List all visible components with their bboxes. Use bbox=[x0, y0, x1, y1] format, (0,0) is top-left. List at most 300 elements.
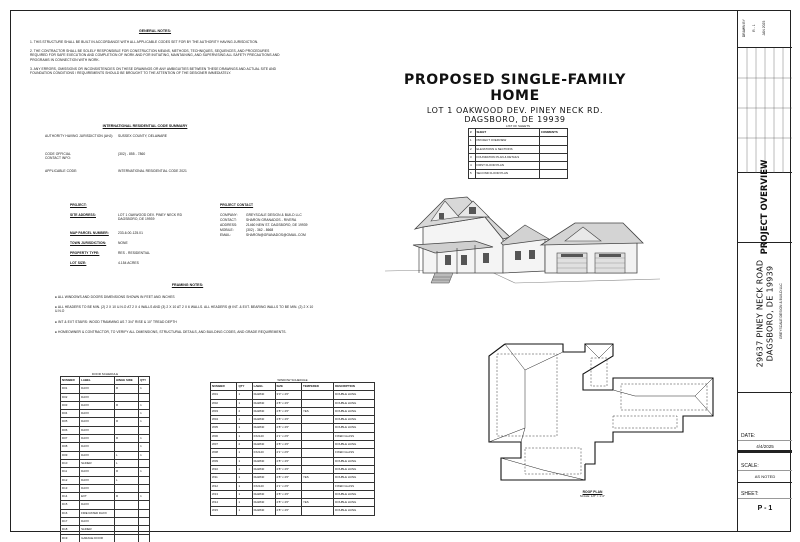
house-rendering bbox=[375, 187, 665, 297]
sheet-field bbox=[738, 490, 792, 518]
table-cell bbox=[301, 490, 333, 498]
table-cell: 2'1" x 2'0" bbox=[275, 432, 301, 440]
table-cell: DH2840 bbox=[252, 416, 275, 424]
contact-label-contact: CONTACT: bbox=[220, 218, 237, 222]
table-cell bbox=[301, 391, 333, 399]
scale-value: AS NOTED bbox=[738, 471, 792, 483]
table-cell bbox=[115, 526, 139, 534]
project-value-lot-size: 4.154 ACRES bbox=[118, 261, 139, 265]
project-value-town: NONE bbox=[118, 241, 128, 245]
table-cell: D05 bbox=[61, 418, 80, 426]
table-cell: 1 bbox=[139, 443, 150, 451]
drawn-by-label: DRAWN BY bbox=[741, 19, 746, 38]
table-cell bbox=[301, 507, 333, 515]
window-schedule-table bbox=[210, 382, 375, 516]
table-cell: DAXX bbox=[80, 410, 115, 418]
door-row bbox=[61, 385, 150, 393]
table-cell: W04 bbox=[211, 416, 237, 424]
project-label-lot-size: LOT SIZE: bbox=[70, 261, 87, 265]
framing-note-3: ● INT & EXT STAIRS: WOOD TRAMMING AS 7 3/4" RISE & 10" TREAD DEPTH bbox=[55, 319, 177, 324]
door-schedule-heading: DOOR SCHEDULE bbox=[91, 372, 119, 376]
window-row bbox=[211, 416, 375, 424]
table-cell bbox=[539, 137, 567, 145]
sheet-index bbox=[468, 124, 568, 179]
table-cell bbox=[301, 482, 333, 490]
code-label-applicable: APPLICABLE CODE: bbox=[45, 169, 78, 173]
table-cell: 1 bbox=[237, 424, 252, 432]
table-cell: DOUBLE HUNG bbox=[334, 416, 375, 424]
title-address-line1: LOT 1 OAKWOOD DEV. PINEY NECK RD. bbox=[426, 106, 604, 115]
project-heading: PROJECT: bbox=[70, 203, 87, 207]
table-cell bbox=[301, 424, 333, 432]
table-cell bbox=[539, 153, 567, 161]
table-cell bbox=[139, 526, 150, 534]
table-cell: FX2120 bbox=[252, 482, 275, 490]
sheet-index-table bbox=[468, 128, 568, 179]
table-cell: DAXX bbox=[80, 401, 115, 409]
column-header: # bbox=[469, 129, 476, 137]
column-header: SIZE bbox=[275, 383, 301, 391]
table-cell bbox=[301, 432, 333, 440]
table-cell: 2'8" x 4'0" bbox=[275, 424, 301, 432]
table-cell: 1 bbox=[237, 449, 252, 457]
table-cell: D11 bbox=[61, 468, 80, 476]
table-cell: 1 bbox=[237, 482, 252, 490]
table-cell: SLIDER bbox=[80, 526, 115, 534]
roof-plan-scale: SCALE: 1/8" = 1'-0" bbox=[579, 494, 606, 499]
door-row bbox=[61, 410, 150, 418]
contact-value-company: GREYSCALE DESIGN & BUILD LLC bbox=[246, 213, 302, 217]
code-summary bbox=[45, 124, 245, 173]
table-cell bbox=[139, 484, 150, 492]
table-cell: DAXX bbox=[80, 451, 115, 459]
table-cell: 1 bbox=[139, 435, 150, 443]
table-cell: DH2840 bbox=[252, 407, 275, 415]
table-cell: DAXX bbox=[80, 385, 115, 393]
door-row bbox=[61, 459, 150, 467]
table-cell: YES bbox=[301, 407, 333, 415]
table-cell: DAXX bbox=[80, 393, 115, 401]
door-row bbox=[61, 518, 150, 526]
table-cell: 2'8" x 4'0" bbox=[275, 474, 301, 482]
table-cell: SLIDER bbox=[80, 459, 115, 467]
general-note-2: 2. THE CONTRACTOR SHALL BE SOLELY RESPONSIBLE FOR CONSTRUCTION MEANS, METHODS, TECHNIQUES, SEQUENCES, AND PROCEDURES REQUIRED FOR SAFE EXECUTION AND COMPLETION OF WORK AND FOR INITIATING, MAINTAINING, AND SUPERVISING ALL SAFETY PRECAUTIONS AND PROGRAMS IN CONNECTION WITH WORK. bbox=[30, 49, 280, 62]
table-cell: DH2840 bbox=[252, 465, 275, 473]
table-cell bbox=[301, 457, 333, 465]
table-cell: R bbox=[115, 401, 139, 409]
sheet-index-row bbox=[469, 145, 568, 153]
window-row bbox=[211, 407, 375, 415]
table-cell: R bbox=[115, 493, 139, 501]
table-cell: 1 bbox=[237, 465, 252, 473]
table-cell bbox=[139, 534, 150, 542]
table-cell: D12 bbox=[61, 476, 80, 484]
code-summary-heading: INTERNATIONAL RESIDENTIAL CODE SUMMARY bbox=[102, 124, 188, 128]
table-cell: DAXX bbox=[80, 476, 115, 484]
door-row bbox=[61, 435, 150, 443]
table-cell: W02 bbox=[211, 399, 237, 407]
table-cell: DOUBLE HUNG bbox=[334, 399, 375, 407]
column-header: QTY bbox=[237, 383, 252, 391]
table-cell: 1 bbox=[237, 391, 252, 399]
column-header: TEMPERED bbox=[301, 383, 333, 391]
door-row bbox=[61, 509, 150, 517]
window-row bbox=[211, 391, 375, 399]
project-value-type: RES - RESIDENTIAL bbox=[118, 251, 151, 255]
table-cell bbox=[301, 441, 333, 449]
table-cell: PROJECT OVERVIEW bbox=[475, 137, 539, 145]
table-cell: 1 bbox=[237, 474, 252, 482]
table-cell: D19 bbox=[61, 534, 80, 542]
general-notes-heading: GENERAL NOTES: bbox=[138, 29, 172, 33]
contact-label-address: ADDRESS: bbox=[220, 223, 238, 227]
table-cell: W08 bbox=[211, 449, 237, 457]
window-row bbox=[211, 449, 375, 457]
address-box bbox=[738, 243, 792, 393]
table-cell: 3 bbox=[469, 153, 476, 161]
window-row bbox=[211, 465, 375, 473]
table-cell: DOUBLE HUNG bbox=[334, 507, 375, 515]
table-cell: DOUBLE HUNG bbox=[334, 424, 375, 432]
sheet-number: P - 1 bbox=[757, 505, 773, 512]
table-cell bbox=[301, 416, 333, 424]
column-header: LABEL bbox=[80, 377, 115, 385]
table-cell: 2'8" x 4'0" bbox=[275, 441, 301, 449]
sheet-index-row bbox=[469, 137, 568, 145]
project-label-town: TOWN JURISDICTION: bbox=[70, 241, 107, 245]
table-cell bbox=[115, 484, 139, 492]
column-header: NUMBER bbox=[211, 383, 237, 391]
table-cell: D15 bbox=[61, 501, 80, 509]
window-row bbox=[211, 399, 375, 407]
table-cell: 1 bbox=[139, 401, 150, 409]
table-cell: EXT bbox=[80, 493, 115, 501]
project-label-address: SITE ADDRESS: bbox=[70, 213, 96, 217]
table-cell: 1 bbox=[237, 432, 252, 440]
window-schedule bbox=[210, 378, 375, 516]
scale-label: SCALE: bbox=[738, 462, 792, 471]
column-header: HINGE SIDE bbox=[115, 377, 139, 385]
table-cell: 3'0" x 4'0" bbox=[275, 391, 301, 399]
table-cell: 1 bbox=[139, 385, 150, 393]
table-cell bbox=[115, 501, 139, 509]
table-cell: DOUBLE HUNG bbox=[334, 490, 375, 498]
table-cell: 1 bbox=[237, 499, 252, 507]
door-row bbox=[61, 493, 150, 501]
table-cell: FX2120 bbox=[252, 449, 275, 457]
table-cell: 1 bbox=[139, 418, 150, 426]
door-row-header bbox=[61, 377, 150, 385]
title-address-line2: DAGSBORO, DE 19939 bbox=[464, 115, 566, 124]
window-row bbox=[211, 507, 375, 515]
window-row bbox=[211, 499, 375, 507]
table-cell: D08 bbox=[61, 443, 80, 451]
table-cell: FIXED GLASS bbox=[334, 482, 375, 490]
window-schedule-heading: WINDOW SCHEDULE bbox=[277, 378, 308, 382]
table-cell: DH2840 bbox=[252, 457, 275, 465]
project-value-address: LOT 1 OAKWOOD DEV. PINEY NECK RD DAGSBORO, DE 19939 bbox=[118, 213, 183, 222]
contact-label-email: EMAIL: bbox=[220, 233, 232, 237]
date-field bbox=[738, 432, 792, 453]
table-cell: L bbox=[115, 459, 139, 467]
table-cell: DOUBLE HUNG bbox=[334, 474, 375, 482]
code-value-applicable: INTERNATIONAL RESIDENTIAL CODE 2021 bbox=[118, 169, 187, 173]
project-label-parcel: MAP PARCEL NUMBER: bbox=[70, 231, 109, 235]
table-cell bbox=[115, 509, 139, 517]
door-row bbox=[61, 534, 150, 542]
door-row bbox=[61, 426, 150, 434]
table-cell bbox=[301, 465, 333, 473]
door-row bbox=[61, 418, 150, 426]
table-cell: L bbox=[115, 451, 139, 459]
table-cell: DOUBLE HUNG bbox=[334, 441, 375, 449]
project-value-parcel: 233-6.00-125.01 bbox=[118, 231, 143, 235]
sheet-index-row-header bbox=[469, 129, 568, 137]
table-cell: DAXX bbox=[80, 435, 115, 443]
table-cell: SECOND FLOOR PLAN bbox=[475, 170, 539, 178]
door-row bbox=[61, 476, 150, 484]
table-cell bbox=[139, 501, 150, 509]
door-row bbox=[61, 451, 150, 459]
table-cell: DAXX bbox=[80, 418, 115, 426]
table-cell: D03 bbox=[61, 401, 80, 409]
project-label-type: PROPERTY TYPE: bbox=[70, 251, 100, 255]
table-cell: DH2840 bbox=[252, 490, 275, 498]
table-cell: DAXX bbox=[80, 426, 115, 434]
framing-note-2: ● ALL HEADERS TO BE MIN. (2) 2 X 10 U.N.O AT 2 X 4 WALLS AND (3) 2 X 10 AT 2 X 6 WALLS. ALL HEADERS @ INT. & EXT. BEARING WALLS TO BE MIN. (2) 2 X 10 U.N.O bbox=[55, 305, 314, 314]
contact-value-mobile: (302) - 362 - 8668 bbox=[246, 228, 274, 232]
address-line2: DAGSBORO, DE 19939 bbox=[765, 265, 775, 362]
sheet-index-row bbox=[469, 153, 568, 161]
contact-label-mobile: MOBILE: bbox=[220, 228, 234, 232]
table-cell: DOUBLE HUNG bbox=[334, 457, 375, 465]
contact-label-company: COMPANY: bbox=[220, 213, 238, 217]
table-cell: D10 bbox=[61, 459, 80, 467]
table-cell: ELEVATIONS & SECTIONS bbox=[475, 145, 539, 153]
code-label-ahj: AUTHORITY HAVING JURISDICTION (AHJ): bbox=[45, 134, 114, 138]
table-cell: DOUBLE HUNG bbox=[334, 499, 375, 507]
window-row bbox=[211, 457, 375, 465]
scale-field bbox=[738, 462, 792, 483]
door-row bbox=[61, 484, 150, 492]
table-cell: FIXED GLASS bbox=[334, 449, 375, 457]
contact-value-contact: SHARON GRANADOS - RIVERA bbox=[246, 218, 297, 222]
door-row bbox=[61, 401, 150, 409]
table-cell: D14 bbox=[61, 493, 80, 501]
general-notes bbox=[30, 29, 280, 75]
general-note-1: 1. THIS STRUCTURE SHALL BE BUILT IN ACCORDANCE WITH ALL APPLICABLE CODES SET FOR BY THE AUTHORITY HAVING JURISDICTION. bbox=[30, 40, 259, 44]
door-schedule bbox=[60, 372, 150, 542]
table-cell bbox=[115, 534, 139, 542]
table-cell: D07 bbox=[61, 435, 80, 443]
table-cell: 1 bbox=[139, 410, 150, 418]
window-row bbox=[211, 482, 375, 490]
framing-note-1: ● ALL WINDOWS AND DOORS DIMENSIONS SHOWN IN FEET AND INCHES bbox=[55, 295, 175, 299]
general-note-3: 3. ANY ERRORS, OMISSIONS OR INCONSISTENCIES ON THESE DRAWINGS OR ANY AMBIGUITIES BETWEEN THESE DRAWINGS AND ACTUAL SITE AND FOUNDATION CONDITIONS / REQUIREMENTS SHOULD BE BROUGHT TO THE ATTENTION OF THE DESIGNER IMMEDIATELY. bbox=[30, 66, 277, 76]
table-cell: W11 bbox=[211, 474, 237, 482]
date-value: 4/4/2025 bbox=[738, 441, 792, 453]
table-cell bbox=[301, 449, 333, 457]
column-header: QTY bbox=[139, 377, 150, 385]
table-cell: 2'8" x 4'0" bbox=[275, 416, 301, 424]
table-cell bbox=[539, 170, 567, 178]
framing-note-4: ● HOMEOWNER & CONTRACTOR, TO VERIFY ALL DIMENSIONS, STRUCTURAL DETAILS, AND BUILDING CODES, AND GRADE REQUIREMENTS. bbox=[55, 329, 287, 334]
table-cell: YES bbox=[301, 499, 333, 507]
table-cell: FX2120 bbox=[252, 432, 275, 440]
table-cell: 2'8" x 4'0" bbox=[275, 457, 301, 465]
table-cell: D18 bbox=[61, 526, 80, 534]
table-cell: 2'8" x 4'0" bbox=[275, 465, 301, 473]
door-schedule-table bbox=[60, 376, 150, 542]
table-cell: DH2840 bbox=[252, 474, 275, 482]
table-cell: DH2840 bbox=[252, 424, 275, 432]
table-cell: 1 bbox=[139, 451, 150, 459]
table-cell bbox=[139, 476, 150, 484]
column-header: DESCRIPTION bbox=[334, 383, 375, 391]
table-cell: 1 bbox=[237, 507, 252, 515]
table-cell: DH2840 bbox=[252, 391, 275, 399]
window-row bbox=[211, 424, 375, 432]
roof-plan-label: ROOF PLAN bbox=[582, 490, 603, 494]
table-cell bbox=[139, 509, 150, 517]
table-cell: DH2840 bbox=[252, 399, 275, 407]
window-row bbox=[211, 490, 375, 498]
table-cell: DAXX bbox=[80, 468, 115, 476]
table-cell: FIXED GLASS bbox=[334, 432, 375, 440]
roof-plan-drawing bbox=[465, 330, 720, 502]
table-cell: R bbox=[115, 418, 139, 426]
table-cell: W06 bbox=[211, 432, 237, 440]
table-cell bbox=[115, 518, 139, 526]
table-cell: D16 bbox=[61, 509, 80, 517]
project-info bbox=[70, 203, 220, 263]
table-cell: 2'8" x 4'0" bbox=[275, 507, 301, 515]
table-cell: 5 bbox=[469, 170, 476, 178]
column-header: NUMBER bbox=[61, 377, 80, 385]
table-cell: 2 bbox=[237, 441, 252, 449]
table-cell: R bbox=[115, 385, 139, 393]
table-cell: DH2840 bbox=[252, 507, 275, 515]
table-cell: W01 bbox=[211, 391, 237, 399]
sheet-index-row bbox=[469, 170, 568, 178]
door-row bbox=[61, 468, 150, 476]
table-cell bbox=[115, 393, 139, 401]
table-cell: DAXX bbox=[80, 518, 115, 526]
table-cell: D04 bbox=[61, 410, 80, 418]
table-cell bbox=[139, 459, 150, 467]
main-title-block bbox=[395, 72, 635, 124]
table-cell: R bbox=[115, 435, 139, 443]
table-cell: DH2840 bbox=[252, 441, 275, 449]
table-cell: D06 bbox=[61, 426, 80, 434]
window-row bbox=[211, 474, 375, 482]
code-value-ahj: SUSSEX COUNTY, DELAWARE bbox=[118, 134, 168, 138]
door-row bbox=[61, 443, 150, 451]
roof-plan bbox=[465, 330, 720, 502]
door-row bbox=[61, 501, 150, 509]
column-header: SHEET bbox=[475, 129, 539, 137]
table-cell: 2'8" x 4'0" bbox=[275, 399, 301, 407]
table-cell: DAXX bbox=[80, 484, 115, 492]
table-cell: D01 bbox=[61, 385, 80, 393]
table-cell: 2 bbox=[469, 145, 476, 153]
table-cell: W14 bbox=[211, 499, 237, 507]
date-small-label: JAN 2025 bbox=[761, 20, 766, 36]
table-cell: GARAGE DOOR bbox=[80, 534, 115, 542]
house-3d-image bbox=[375, 187, 665, 297]
table-cell: FIRE RATED DAXX bbox=[80, 509, 115, 517]
table-cell: 2'8" x 4'0" bbox=[275, 407, 301, 415]
table-cell: 2'8" x 4'0" bbox=[275, 499, 301, 507]
date-label: DATE: bbox=[738, 432, 792, 441]
project-contact bbox=[220, 203, 350, 253]
table-cell: W05 bbox=[211, 424, 237, 432]
table-cell: FIRST FLOOR PLAN bbox=[475, 162, 539, 170]
table-cell: DOUBLE HUNG bbox=[334, 465, 375, 473]
address-line1: 29637 PINEY NECK ROAD bbox=[755, 259, 765, 368]
framing-notes bbox=[55, 283, 320, 334]
table-cell: 1 bbox=[469, 137, 476, 145]
table-cell: W15 bbox=[211, 507, 237, 515]
company-name: GREYSCALE DESIGN & BUILD LLC bbox=[778, 283, 783, 340]
framing-notes-heading: FRAMING NOTES: bbox=[171, 283, 204, 287]
table-cell: DH2840 bbox=[252, 499, 275, 507]
column-header: COMMENTS bbox=[539, 129, 567, 137]
table-cell: W07 bbox=[211, 441, 237, 449]
table-cell bbox=[539, 162, 567, 170]
table-cell: 1 bbox=[139, 493, 150, 501]
table-cell: 2 bbox=[237, 407, 252, 415]
table-cell: W10 bbox=[211, 465, 237, 473]
revision-label: R - 1 bbox=[751, 24, 756, 32]
sheet-index-heading: LIST OF SHEETS bbox=[505, 124, 531, 128]
table-cell: 1 bbox=[237, 490, 252, 498]
table-cell: 4 bbox=[469, 162, 476, 170]
table-cell: 2'1" x 2'0" bbox=[275, 482, 301, 490]
table-cell: D13 bbox=[61, 484, 80, 492]
table-cell: 2'8" x 4'0" bbox=[275, 490, 301, 498]
door-row bbox=[61, 526, 150, 534]
table-cell: 1 bbox=[139, 468, 150, 476]
table-cell: W09 bbox=[211, 457, 237, 465]
table-cell bbox=[139, 393, 150, 401]
table-cell bbox=[115, 410, 139, 418]
table-cell: W13 bbox=[211, 490, 237, 498]
table-cell: L bbox=[115, 476, 139, 484]
table-cell: DAXX bbox=[80, 501, 115, 509]
table-cell: DOUBLE HUNG bbox=[334, 407, 375, 415]
table-cell bbox=[539, 145, 567, 153]
table-cell: 1 bbox=[237, 416, 252, 424]
table-cell: W03 bbox=[211, 407, 237, 415]
table-cell bbox=[139, 518, 150, 526]
code-value-contact: (302) - 855 - 7860 bbox=[118, 152, 146, 156]
sheet-label: SHEET: bbox=[738, 490, 792, 499]
table-cell: YES bbox=[301, 474, 333, 482]
table-cell: D02 bbox=[61, 393, 80, 401]
sheet-name-box bbox=[738, 159, 792, 255]
page-title: PROPOSED SINGLE-FAMILY HOME bbox=[403, 72, 627, 104]
table-cell bbox=[115, 443, 139, 451]
table-cell: DAXX bbox=[80, 443, 115, 451]
table-cell: 2'1" x 2'0" bbox=[275, 449, 301, 457]
table-cell: DOUBLE HUNG bbox=[334, 391, 375, 399]
door-row bbox=[61, 393, 150, 401]
table-cell: FOUNDATION PLAN & DETAILS bbox=[475, 153, 539, 161]
table-cell bbox=[115, 426, 139, 434]
table-cell: 1 bbox=[237, 457, 252, 465]
window-row bbox=[211, 432, 375, 440]
